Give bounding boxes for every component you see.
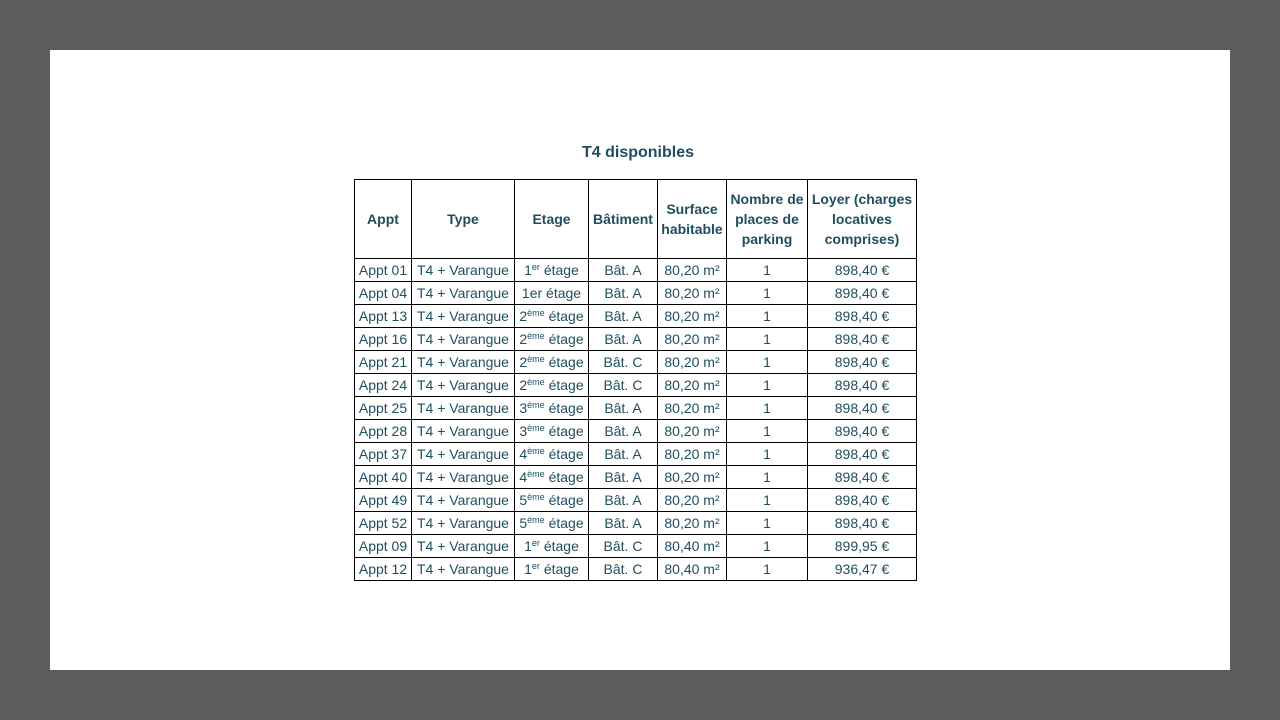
table-row: [355, 535, 917, 558]
cell-loyer: 936,47 €: [808, 558, 917, 581]
available-units-table: [354, 179, 917, 581]
cell-batiment: Bât. A: [589, 282, 658, 305]
cell-batiment: Bât. C: [589, 374, 658, 397]
floor-number: 2: [519, 377, 528, 393]
cell-batiment: Bât. A: [589, 512, 658, 535]
cell-etage: [515, 466, 589, 489]
cell-loyer: 898,40 €: [808, 489, 917, 512]
cell-loyer: 899,95 €: [808, 535, 917, 558]
cell-batiment: Bât. A: [589, 305, 658, 328]
floor-number: 3: [519, 423, 528, 439]
floor-ordinal-suffix: er: [531, 538, 540, 548]
cell-loyer: 898,40 €: [808, 328, 917, 351]
cell-appt: Appt 52: [355, 512, 412, 535]
header-batiment: Bâtiment: [589, 180, 658, 259]
document-title: T4 disponibles: [581, 144, 694, 161]
floor-ordinal-suffix: ème: [527, 446, 545, 456]
cell-surface: 80,20 m²: [658, 282, 727, 305]
cell-type: T4 + Varangue: [412, 512, 515, 535]
cell-loyer: 898,40 €: [808, 466, 917, 489]
cell-etage: [515, 512, 589, 535]
cell-etage: [515, 282, 589, 305]
cell-surface: 80,20 m²: [658, 328, 727, 351]
cell-etage: [515, 443, 589, 466]
floor-number: 1: [524, 538, 532, 554]
cell-parking: 1: [727, 558, 808, 581]
floor-label: étage: [544, 446, 584, 462]
cell-type: T4 + Varangue: [412, 420, 515, 443]
floor-ordinal-suffix: er: [531, 561, 540, 571]
cell-appt: Appt 28: [355, 420, 412, 443]
header-etage: Etage: [515, 180, 589, 259]
table-row: [355, 512, 917, 535]
cell-parking: 1: [727, 489, 808, 512]
table-row: [355, 558, 917, 581]
cell-etage: [515, 397, 589, 420]
cell-loyer: 898,40 €: [808, 351, 917, 374]
table-row: [355, 282, 917, 305]
cell-etage: [515, 420, 589, 443]
cell-type: T4 + Varangue: [412, 328, 515, 351]
cell-appt: Appt 01: [355, 259, 412, 282]
floor-label: étage: [544, 469, 584, 485]
cell-loyer: 898,40 €: [808, 282, 917, 305]
header-loyer: Loyer (charges locatives comprises): [808, 180, 917, 259]
floor-ordinal-suffix: ème: [527, 308, 545, 318]
cell-surface: 80,20 m²: [658, 512, 727, 535]
cell-appt: Appt 37: [355, 443, 412, 466]
cell-appt: Appt 40: [355, 466, 412, 489]
floor-label: étage: [544, 354, 584, 370]
cell-parking: 1: [727, 374, 808, 397]
cell-etage: [515, 374, 589, 397]
table-row: [355, 420, 917, 443]
cell-appt: Appt 13: [355, 305, 412, 328]
cell-type: T4 + Varangue: [412, 535, 515, 558]
floor-ordinal-suffix: ème: [527, 400, 545, 410]
cell-batiment: Bât. A: [589, 328, 658, 351]
cell-surface: 80,20 m²: [658, 443, 727, 466]
floor-label: étage: [544, 308, 584, 324]
cell-batiment: Bât. C: [589, 558, 658, 581]
cell-appt: Appt 04: [355, 282, 412, 305]
cell-loyer: 898,40 €: [808, 374, 917, 397]
cell-batiment: Bât. A: [589, 397, 658, 420]
floor-number: 2: [519, 331, 528, 347]
cell-appt: Appt 12: [355, 558, 412, 581]
cell-etage: [515, 351, 589, 374]
cell-etage: [515, 489, 589, 512]
floor-number: 1er étage: [521, 285, 582, 301]
cell-surface: 80,20 m²: [658, 374, 727, 397]
cell-loyer: 898,40 €: [808, 305, 917, 328]
table-header-row: [355, 180, 917, 259]
floor-number: 3: [519, 400, 528, 416]
floor-number: 1: [524, 561, 532, 577]
cell-batiment: Bât. A: [589, 489, 658, 512]
cell-appt: Appt 16: [355, 328, 412, 351]
cell-surface: 80,20 m²: [658, 259, 727, 282]
cell-parking: 1: [727, 535, 808, 558]
table-row: [355, 328, 917, 351]
floor-label: étage: [544, 377, 584, 393]
cell-batiment: Bât. C: [589, 351, 658, 374]
cell-appt: Appt 49: [355, 489, 412, 512]
cell-appt: Appt 25: [355, 397, 412, 420]
cell-type: T4 + Varangue: [412, 351, 515, 374]
cell-type: T4 + Varangue: [412, 489, 515, 512]
floor-ordinal-suffix: ème: [527, 377, 545, 387]
cell-surface: 80,20 m²: [658, 420, 727, 443]
table-row: [355, 489, 917, 512]
cell-parking: 1: [727, 305, 808, 328]
cell-batiment: Bât. A: [589, 420, 658, 443]
table-row: [355, 466, 917, 489]
header-appt: Appt: [355, 180, 412, 259]
cell-etage: [515, 305, 589, 328]
cell-loyer: 898,40 €: [808, 420, 917, 443]
cell-surface: 80,20 m²: [658, 489, 727, 512]
cell-etage: [515, 259, 589, 282]
cell-type: T4 + Varangue: [412, 259, 515, 282]
cell-parking: 1: [727, 466, 808, 489]
header-type: Type: [412, 180, 515, 259]
cell-parking: 1: [727, 351, 808, 374]
cell-parking: 1: [727, 397, 808, 420]
floor-ordinal-suffix: ème: [527, 423, 545, 433]
cell-surface: 80,20 m²: [658, 466, 727, 489]
table-row: [355, 259, 917, 282]
cell-type: T4 + Varangue: [412, 558, 515, 581]
cell-parking: 1: [727, 282, 808, 305]
cell-loyer: 898,40 €: [808, 512, 917, 535]
floor-label: étage: [539, 262, 579, 278]
cell-surface: 80,40 m²: [658, 558, 727, 581]
floor-number: 4: [519, 469, 528, 485]
cell-type: T4 + Varangue: [412, 466, 515, 489]
header-parking: Nombre de places de parking: [727, 180, 808, 259]
table-row: [355, 443, 917, 466]
cell-surface: 80,20 m²: [658, 305, 727, 328]
floor-label: étage: [544, 331, 584, 347]
cell-loyer: 898,40 €: [808, 397, 917, 420]
floor-label: étage: [544, 492, 584, 508]
table-row: [355, 374, 917, 397]
cell-etage: [515, 328, 589, 351]
floor-ordinal-suffix: ème: [527, 469, 545, 479]
cell-type: T4 + Varangue: [412, 443, 515, 466]
cell-parking: 1: [727, 443, 808, 466]
floor-label: étage: [539, 538, 579, 554]
cell-surface: 80,20 m²: [658, 397, 727, 420]
floor-ordinal-suffix: ème: [527, 492, 545, 502]
cell-etage: [515, 535, 589, 558]
floor-number: 5: [519, 492, 528, 508]
cell-surface: 80,40 m²: [658, 535, 727, 558]
header-surface: Surface habitable: [658, 180, 727, 259]
table-row: [355, 397, 917, 420]
cell-etage: [515, 558, 589, 581]
floor-number: 2: [519, 308, 528, 324]
cell-type: T4 + Varangue: [412, 305, 515, 328]
table-row: [355, 351, 917, 374]
cell-parking: 1: [727, 328, 808, 351]
cell-parking: 1: [727, 420, 808, 443]
cell-parking: 1: [727, 512, 808, 535]
cell-surface: 80,20 m²: [658, 351, 727, 374]
floor-ordinal-suffix: ème: [527, 515, 545, 525]
floor-number: 5: [519, 515, 528, 531]
floor-ordinal-suffix: ème: [527, 354, 545, 364]
floor-number: 1: [524, 262, 532, 278]
cell-appt: Appt 24: [355, 374, 412, 397]
floor-number: 4: [519, 446, 528, 462]
cell-appt: Appt 21: [355, 351, 412, 374]
table-row: [355, 305, 917, 328]
cell-batiment: Bât. A: [589, 466, 658, 489]
cell-loyer: 898,40 €: [808, 443, 917, 466]
floor-number: 2: [519, 354, 528, 370]
cell-type: T4 + Varangue: [412, 282, 515, 305]
floor-label: étage: [544, 515, 584, 531]
floor-ordinal-suffix: er: [531, 262, 540, 272]
cell-appt: Appt 09: [355, 535, 412, 558]
floor-ordinal-suffix: ème: [527, 331, 545, 341]
cell-type: T4 + Varangue: [412, 374, 515, 397]
floor-label: étage: [544, 400, 584, 416]
floor-label: étage: [539, 561, 579, 577]
floor-label: étage: [544, 423, 584, 439]
cell-parking: 1: [727, 259, 808, 282]
cell-batiment: Bât. C: [589, 535, 658, 558]
cell-batiment: Bât. A: [589, 259, 658, 282]
cell-type: T4 + Varangue: [412, 397, 515, 420]
table-body: [355, 259, 917, 581]
cell-batiment: Bât. A: [589, 443, 658, 466]
cell-loyer: 898,40 €: [808, 259, 917, 282]
